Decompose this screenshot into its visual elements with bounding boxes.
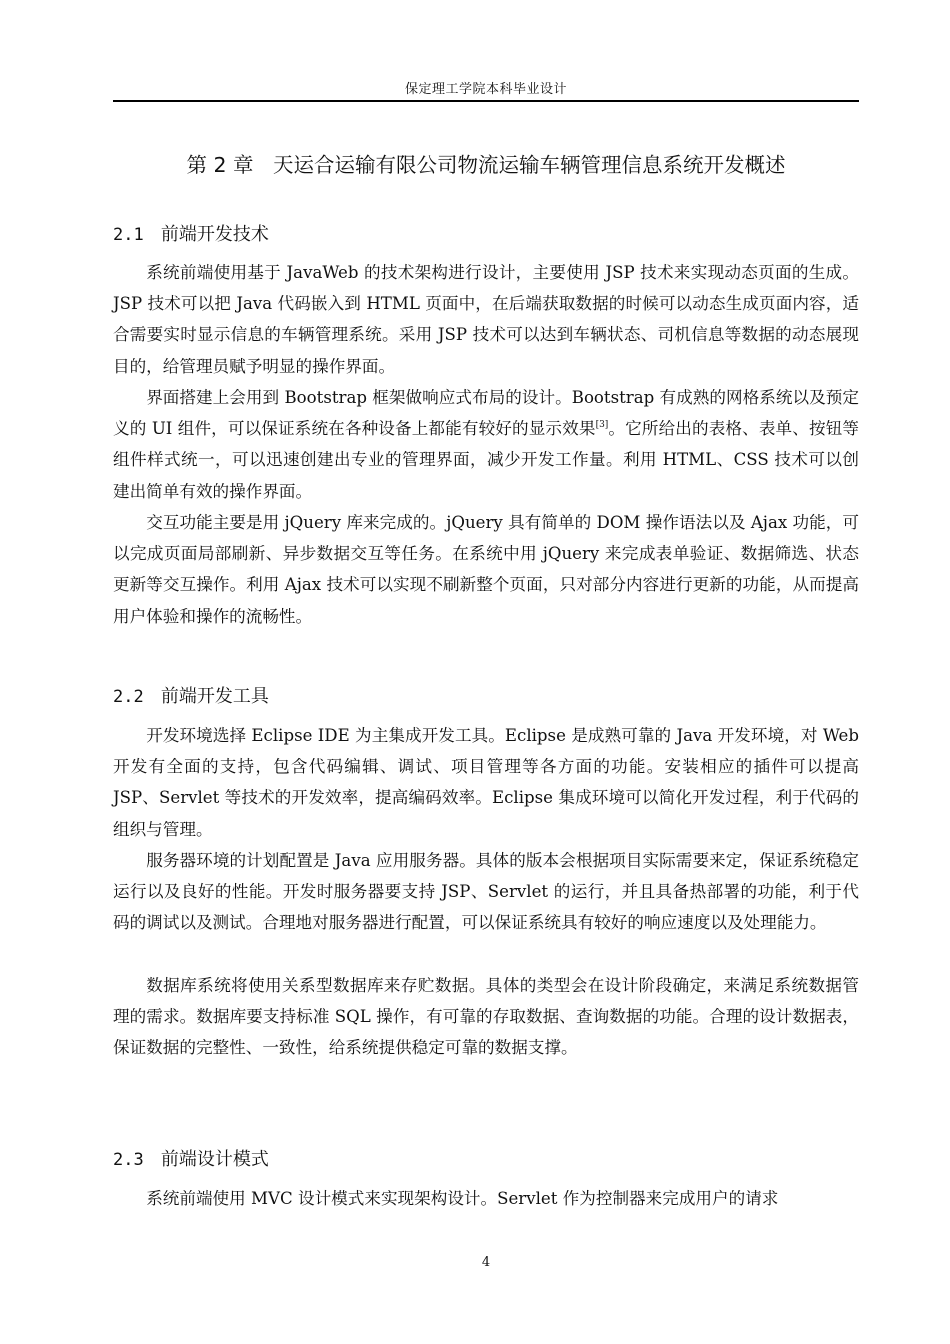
section-number: 2.3 [113, 1150, 144, 1170]
section-number: 2.2 [113, 687, 144, 707]
chapter-title: 第 2 章 天运合运输有限公司物流运输车辆管理信息系统开发概述 [186, 153, 786, 177]
section-heading-2-3 [113, 1145, 269, 1171]
paragraph: 交互功能主要是用 jQuery 库来完成的。jQuery 具有简单的 DOM 操作语法以及 Ajax 功能，可以完成页面局部刷新、异步数据交互等任务。在系统中用 jQuery 来完成表单验证、数据筛选、状态更新等交互操作。利用 Ajax 技术可以实现不刷新整个页面，只对部分内容进行更新的功能，从而提高用户体验和操作的流畅性。 [113, 513, 859, 626]
paragraph: 数据库系统将使用关系型数据库来存贮数据。具体的类型会在设计阶段确定，来满足系统数据管理的需求。数据库要支持标准 SQL 操作，有可靠的存取数据、查询数据的功能。合理的设计数据表，保证数据的完整性、一致性，给系统提供稳定可靠的数据支撑。 [113, 976, 859, 1058]
paragraph: 系统前端使用基于 JavaWeb 的技术架构进行设计，主要使用 JSP 技术来实现动态页面的生成。JSP 技术可以把 Java 代码嵌入到 HTML 页面中，在后端获取数据的时候可以动态生成页面内容，适合需要实时显示信息的车辆管理系统。采用 JSP 技术可以达到车辆状态、司机信息等数据的动态展现目的，给管理员赋予明显的操作界面。 [113, 263, 859, 376]
paragraph: 系统前端使用 MVC 设计模式来实现架构设计。Servlet 作为控制器来完成用户的请求 [146, 1189, 779, 1208]
paragraph-text: 界面搭建上会用到 Bootstrap 框架做响应式布局的设计。Bootstrap 有成熟的网格系统以及预定义的 UI 组件，可以保证系统在各种设备上都能有较好的显示效果 [113, 388, 859, 439]
page-number: 4 [481, 1255, 491, 1270]
section-heading-2-1 [113, 220, 269, 246]
section-title: 前端开发技术 [160, 224, 269, 245]
citation: [3] [595, 420, 609, 431]
header-rule [113, 100, 859, 102]
running-header: 保定理工学院本科毕业设计 [404, 82, 567, 97]
section-title: 前端开发工具 [160, 686, 269, 707]
section-title: 前端设计模式 [160, 1149, 269, 1170]
paragraph: 服务器环境的计划配置是 Java 应用服务器。具体的版本会根据项目实际需要来定，保证系统稳定运行以及良好的性能。开发时服务器要支持 JSP、Servlet 的运行，并且具备热部署的功能，利于代码的调试以及测试。合理地对服务器进行配置，可以保证系统具有较好的响应速度以及处理能力。 [113, 851, 859, 933]
paragraph [113, 382, 859, 507]
section-heading-2-2 [113, 682, 269, 708]
section-number: 2.1 [113, 225, 144, 245]
paragraph-text: 。它所给出的表格、表单、按钮等组件样式统一，可以迅速创建出专业的管理界面，减少开发工作量。利用 HTML、CSS 技术可以创建出简单有效的操作界面。 [113, 419, 859, 501]
paragraph: 开发环境选择 Eclipse IDE 为主集成开发工具。Eclipse 是成熟可靠的 Java 开发环境，对 Web 开发有全面的支持，包含代码编辑、调试、项目管理等各方面的功能。安装相应的插件可以提高 JSP、Servlet 等技术的开发效率，提高编码效率。Eclipse 集成环境可以简化开发过程，利于代码的组织与管理。 [113, 726, 859, 839]
